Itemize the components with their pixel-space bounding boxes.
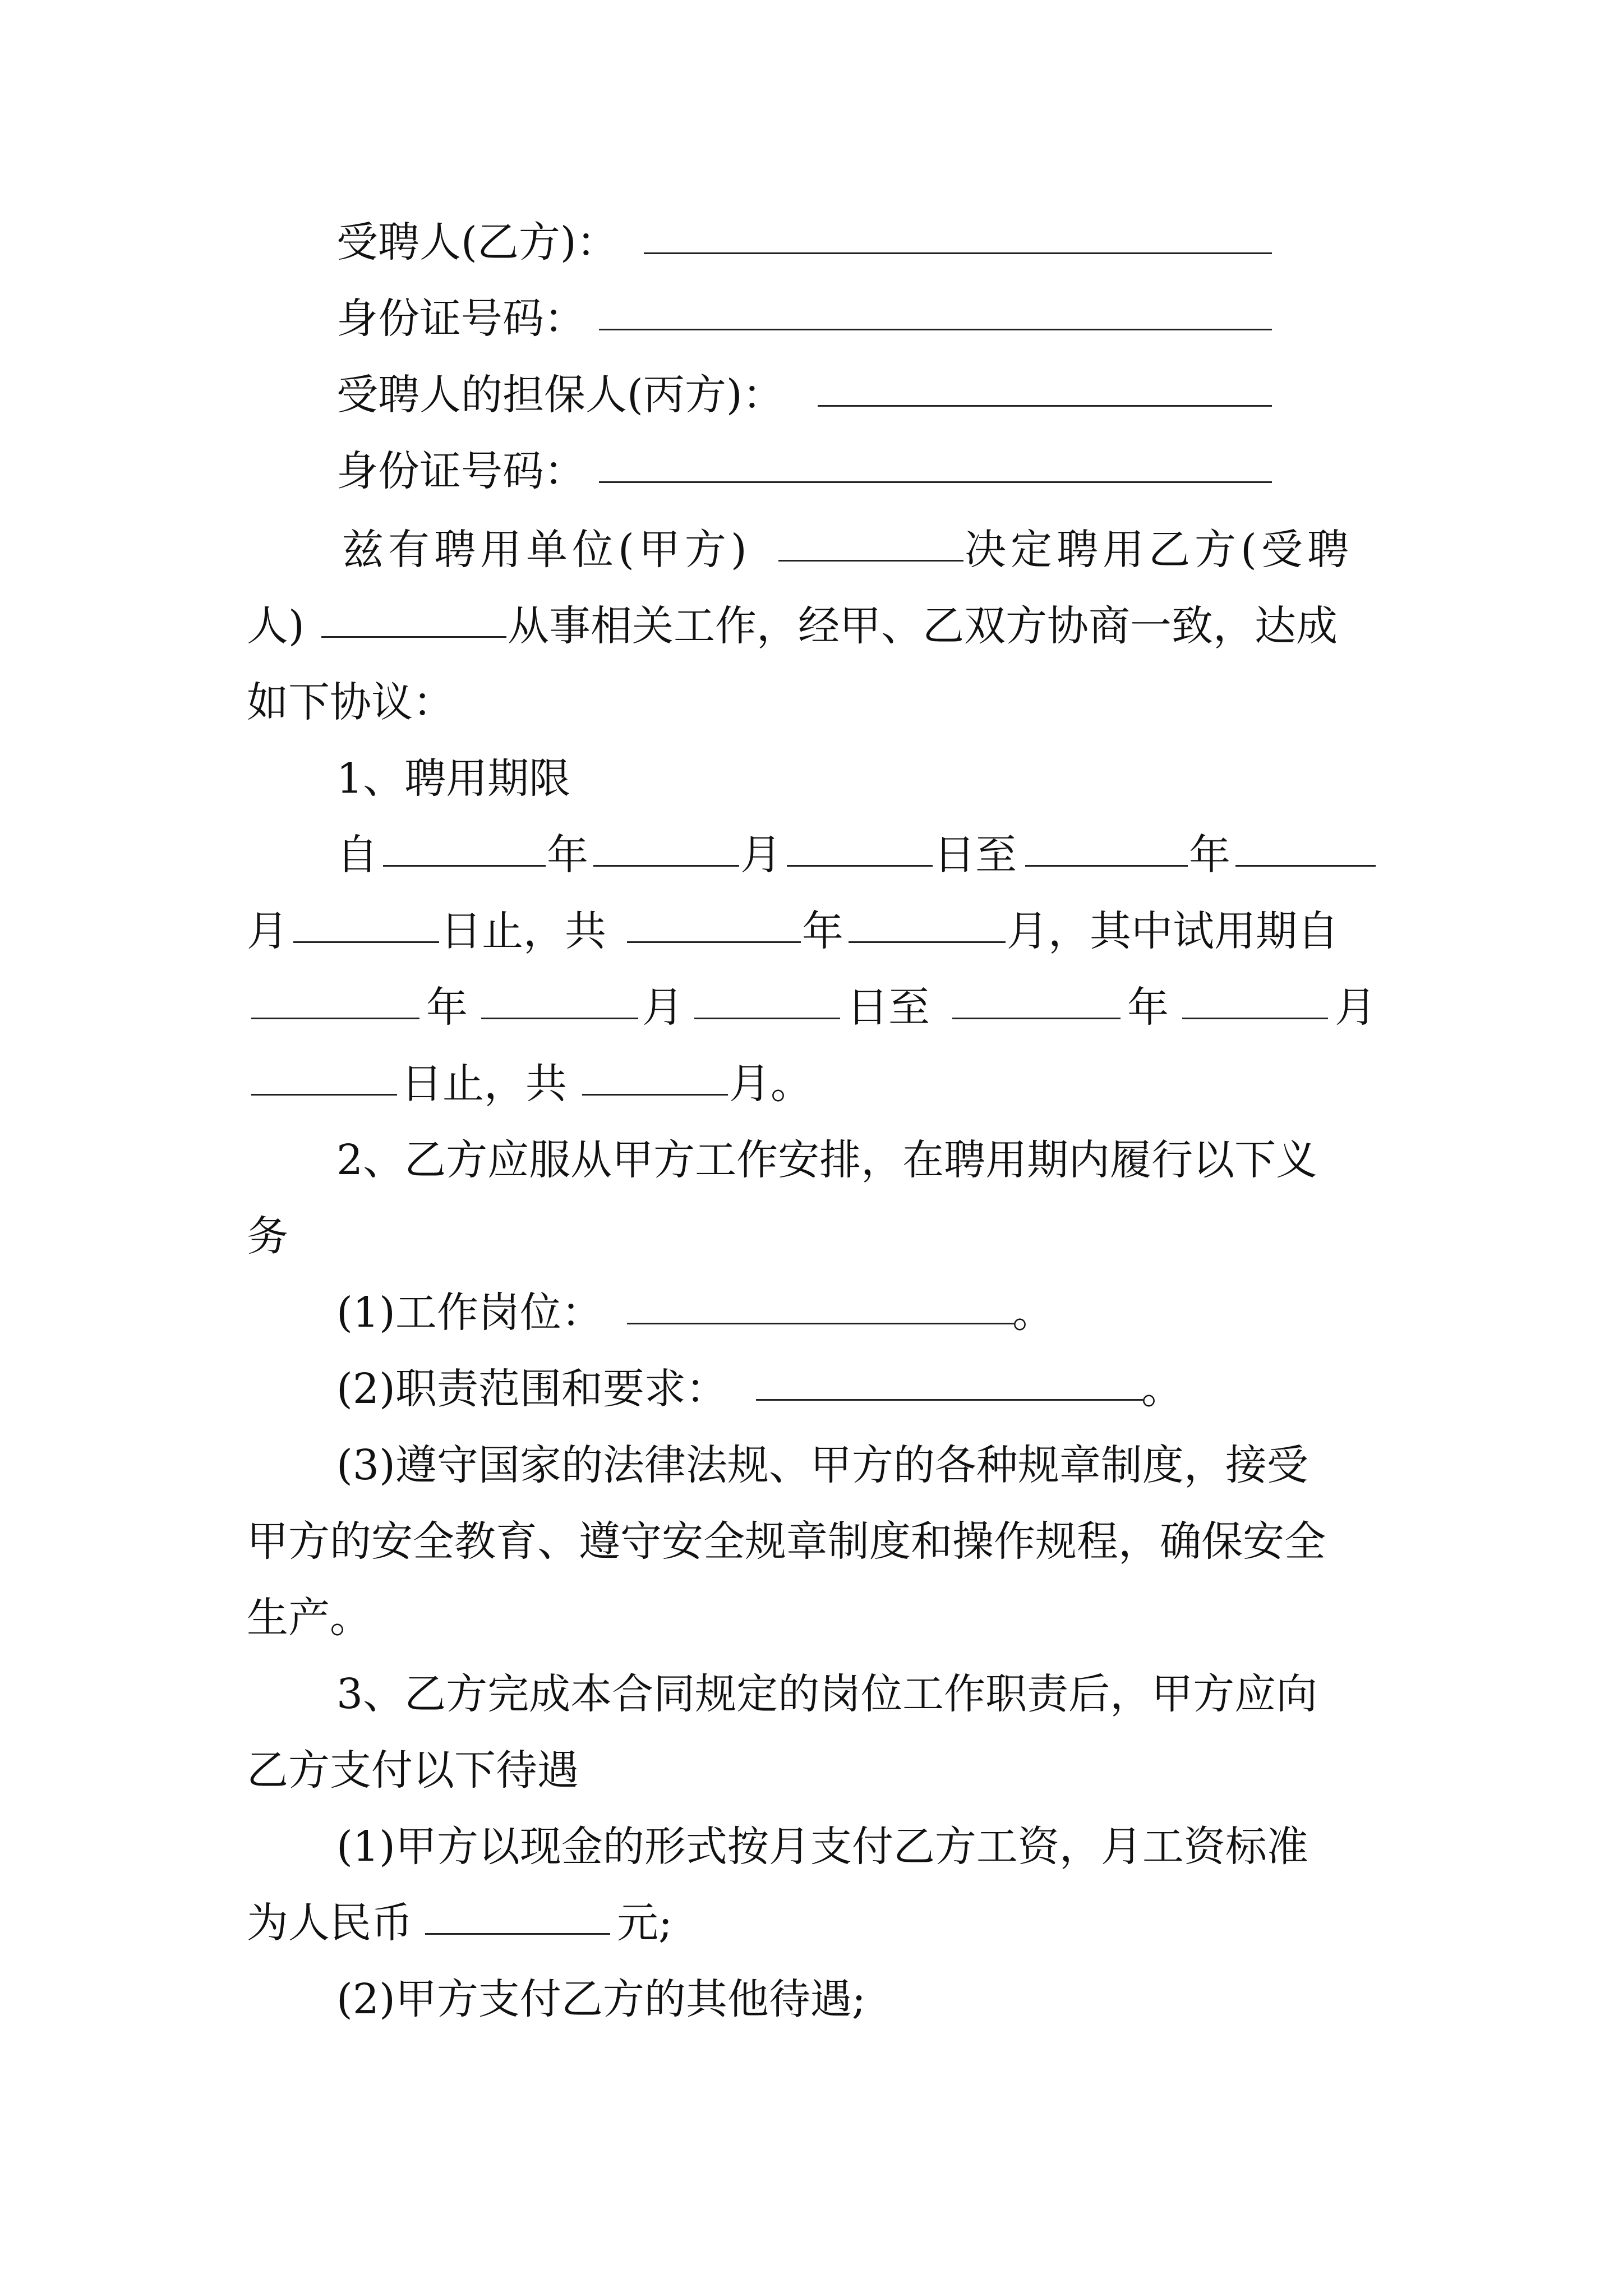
text-nian: 年	[802, 907, 843, 955]
text-nian: 年	[426, 983, 468, 1032]
item-3-line-c	[0, 1584, 1623, 1651]
text-period: 。	[1141, 1365, 1183, 1413]
text-nian: 年	[1127, 983, 1169, 1032]
section-3-title-b	[0, 1737, 1623, 1804]
item-text: (2)甲方支付乙方的其他待遇;	[336, 1975, 866, 2023]
blank-line	[627, 898, 801, 943]
intro-text: 从事相关工作，经甲、乙双方协商一致，达成	[508, 602, 1338, 650]
item-text: 元;	[617, 1899, 672, 1947]
period-line-4	[0, 1050, 1623, 1117]
section-3-title-a	[0, 1660, 1623, 1728]
blank-line	[582, 1050, 728, 1096]
intro-text: 决定聘用乙方(受聘	[965, 526, 1353, 574]
text-rizhi2: 日止，共	[401, 1060, 567, 1108]
item-work-post	[0, 1279, 1623, 1346]
field-label: 受聘人的担保人(丙方)：	[336, 371, 784, 419]
blank-line	[756, 1355, 1143, 1401]
section-2-title-a	[0, 1126, 1623, 1194]
blank-line	[787, 821, 933, 867]
period-line-1	[0, 821, 1623, 889]
blank-line	[1182, 974, 1328, 1019]
text-zi: 自	[336, 831, 378, 879]
field-label: 身份证号码：	[336, 447, 585, 495]
intro-line-1	[0, 516, 1623, 583]
field-row-guarantor	[0, 361, 1623, 429]
text-rizhi: 日至	[847, 983, 930, 1032]
section-1-title	[0, 745, 1623, 812]
section-title: 乙方支付以下待遇	[247, 1746, 579, 1795]
blank-line	[293, 898, 439, 943]
text-yue-qizhong: 月，其中试用期自	[1007, 907, 1339, 955]
text-yue-end: 月。	[729, 1060, 812, 1108]
salary-line-b	[0, 1889, 1623, 1957]
item-label: (1)工作岗位：	[336, 1289, 603, 1337]
field-label: 身份证号码：	[336, 295, 585, 343]
field-label: 受聘人(乙方)：	[336, 218, 618, 266]
section-title: 2、乙方应服从甲方工作安排，在聘用期内履行以下义	[336, 1136, 1318, 1184]
item-3-line-a	[0, 1432, 1623, 1499]
item-text: (3)遵守国家的法律法规、甲方的各种规章制度，接受	[336, 1441, 1308, 1489]
blank-line	[251, 1050, 397, 1096]
blank-line	[952, 974, 1121, 1019]
blank-line	[818, 361, 1272, 407]
blank-line	[778, 516, 963, 562]
intro-text: 兹有聘用单位(甲方)	[342, 526, 751, 574]
item-text: 生产。	[247, 1594, 371, 1642]
intro-line-2	[0, 592, 1623, 660]
blank-line	[481, 974, 638, 1019]
section-2-title-b	[0, 1203, 1623, 1270]
field-row-id	[0, 285, 1623, 352]
blank-line	[425, 1889, 610, 1935]
intro-text: 人)	[247, 602, 305, 650]
item-duty-scope	[0, 1355, 1623, 1423]
period-line-2	[0, 898, 1623, 965]
text-yue: 月	[1335, 983, 1376, 1032]
text-yue: 月	[642, 983, 684, 1032]
blank-line	[849, 898, 1006, 943]
section-title: 1、聘用期限	[336, 754, 571, 803]
blank-line	[251, 974, 419, 1019]
other-benefits	[0, 1966, 1623, 2033]
text-yue: 月	[740, 831, 782, 879]
blank-line	[1025, 821, 1188, 867]
field-row-guarantor-id	[0, 438, 1623, 505]
text-rizhi2: 日止，共	[440, 907, 606, 955]
item-text: 甲方的安全教育、遵守安全规章制度和操作规程，确保安全	[247, 1517, 1326, 1566]
blank-line	[644, 209, 1272, 254]
item-text: 为人民币	[247, 1899, 413, 1947]
intro-text: 如下协议：	[247, 678, 454, 726]
period-line-3	[0, 974, 1623, 1041]
salary-line-a	[0, 1813, 1623, 1880]
intro-line-3	[0, 669, 1623, 736]
blank-line	[383, 821, 546, 867]
item-3-line-b	[0, 1508, 1623, 1575]
section-title: 务	[247, 1212, 288, 1260]
item-label: (2)职责范围和要求：	[336, 1365, 727, 1413]
item-text: (1)甲方以现金的形式按月支付乙方工资，月工资标准	[336, 1823, 1308, 1871]
text-nian: 年	[1189, 831, 1230, 879]
text-nian: 年	[547, 831, 588, 879]
blank-line	[627, 1279, 1014, 1324]
blank-line	[599, 438, 1272, 483]
text-rizhi: 日至	[934, 831, 1017, 879]
blank-line	[694, 974, 840, 1019]
text-yue: 月	[247, 907, 288, 955]
text-period: 。	[1012, 1289, 1054, 1337]
blank-line	[321, 592, 506, 638]
blank-line	[599, 285, 1272, 330]
section-title: 3、乙方完成本合同规定的岗位工作职责后，甲方应向	[336, 1670, 1318, 1718]
field-row-employee	[0, 209, 1623, 276]
blank-line	[1235, 821, 1376, 867]
blank-line	[593, 821, 739, 867]
